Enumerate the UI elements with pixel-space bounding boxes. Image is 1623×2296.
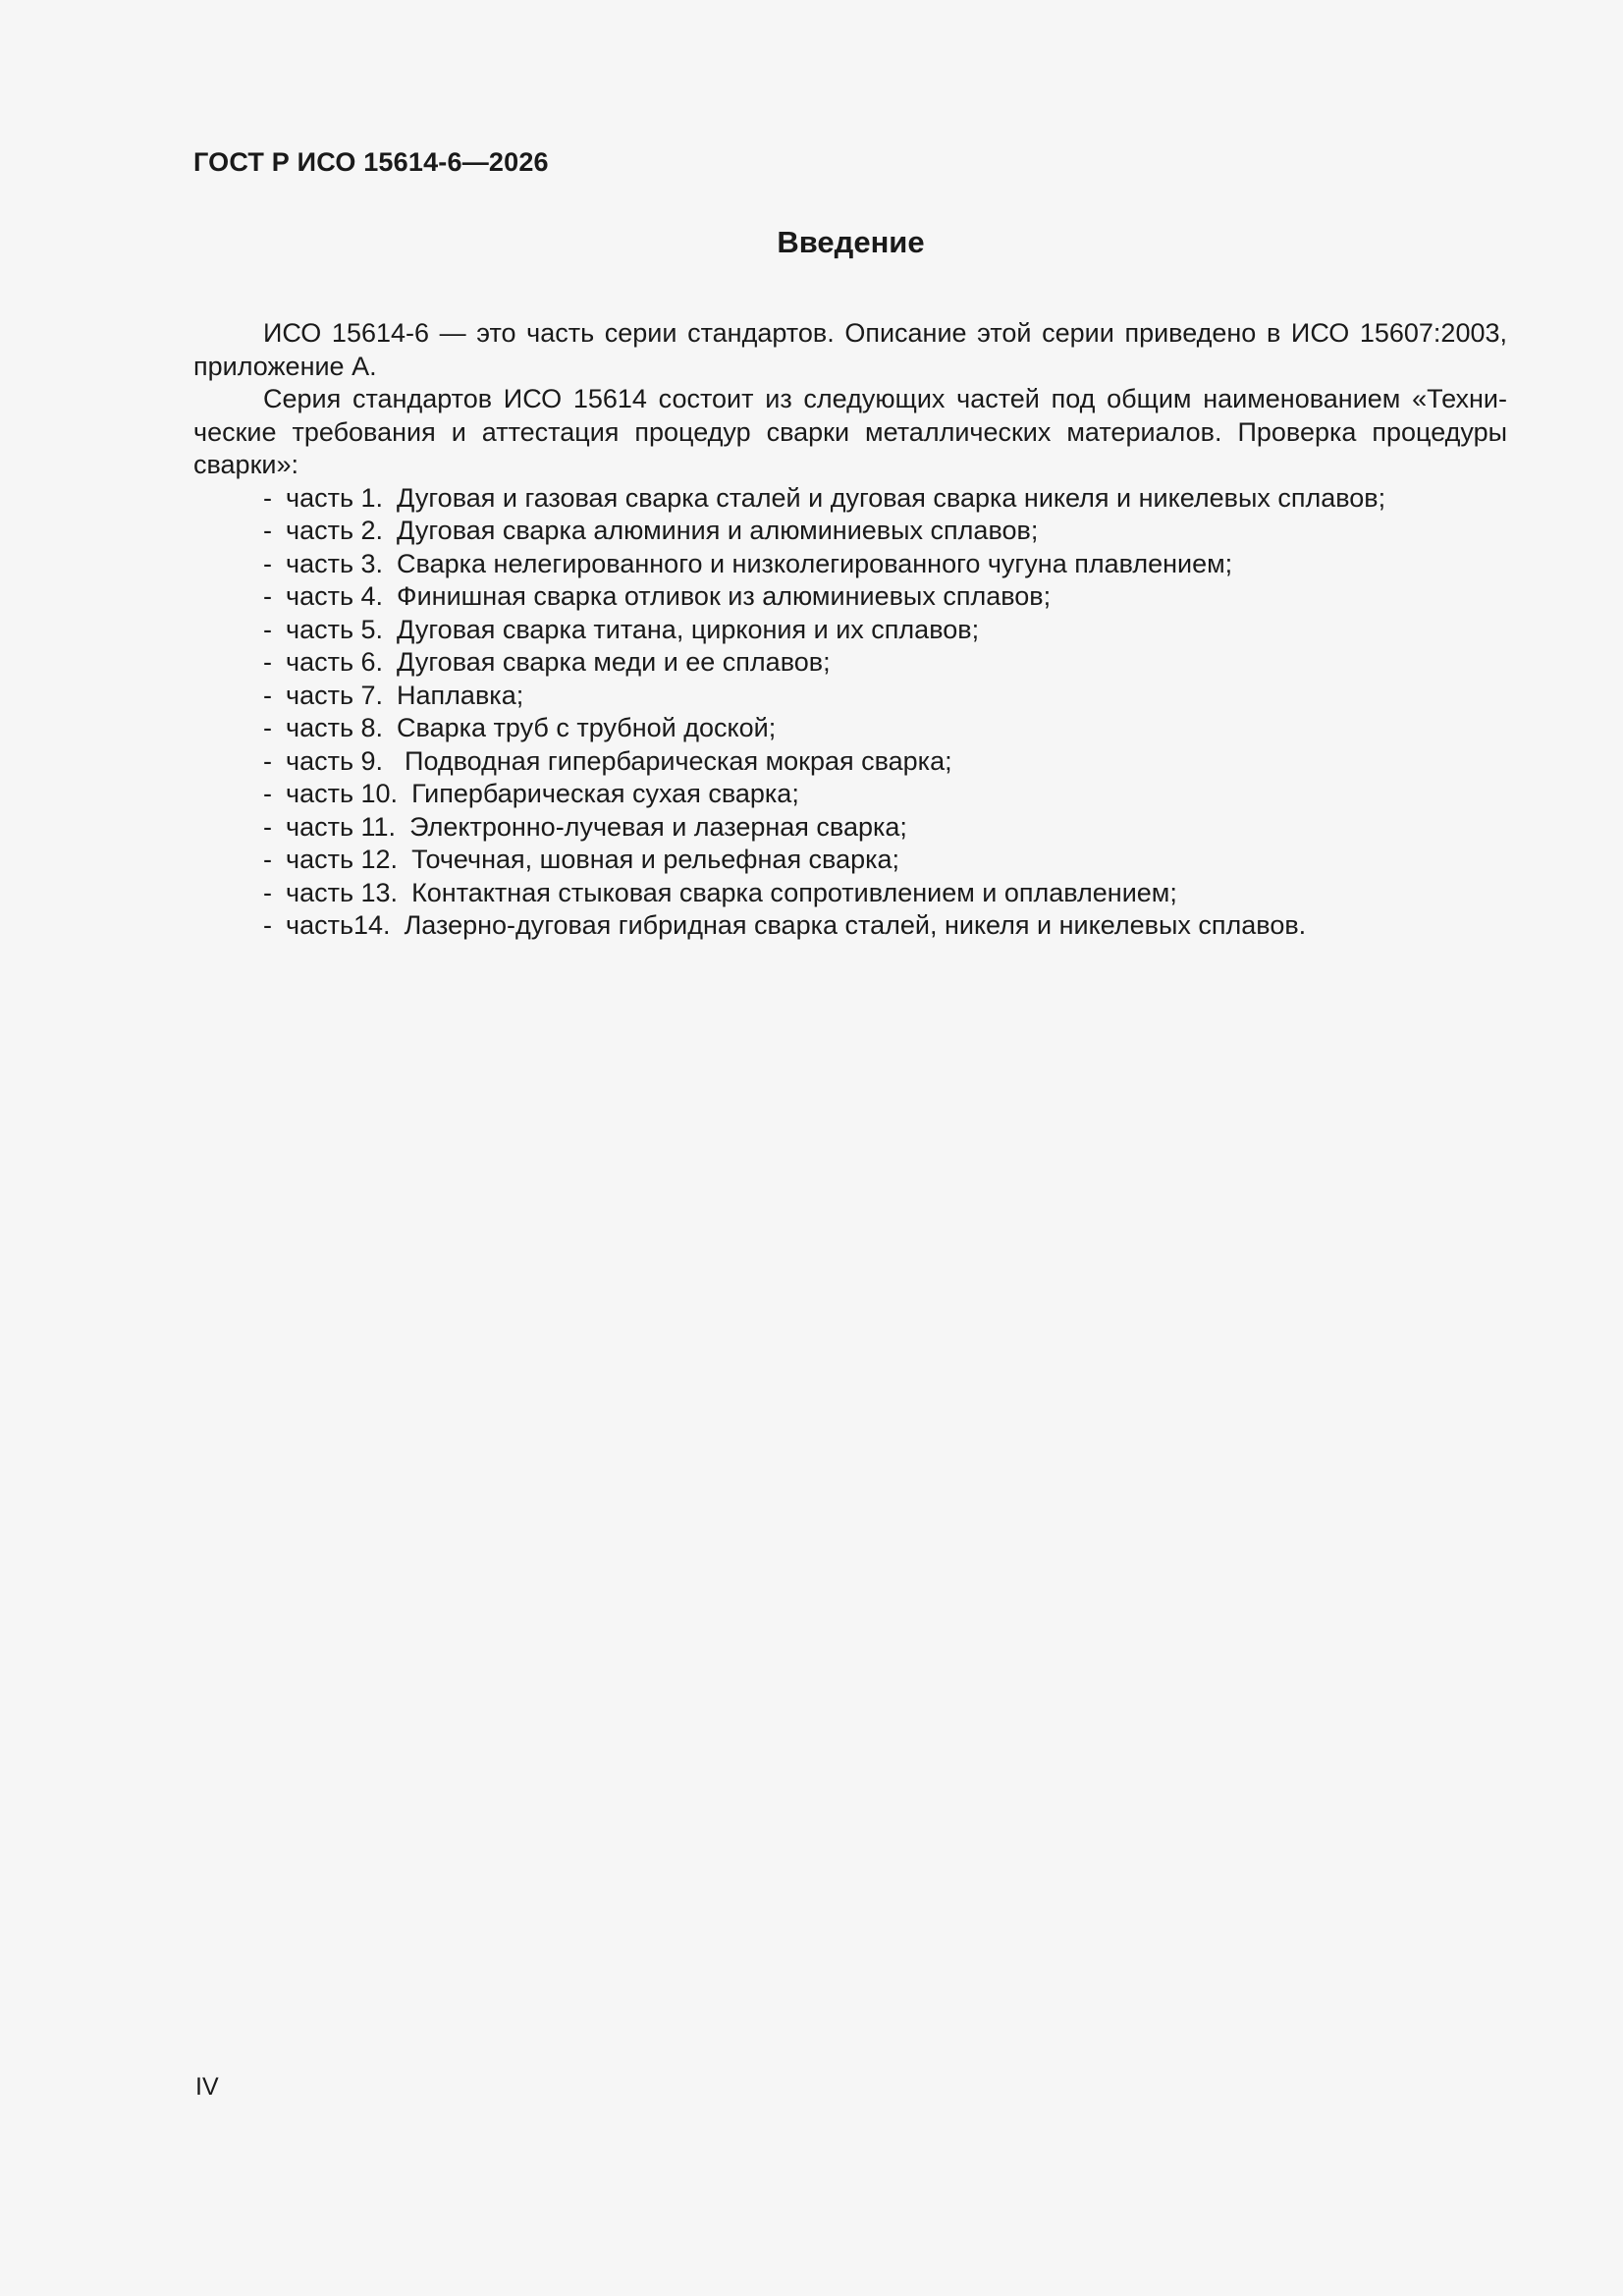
part-title: Электронно-лучевая и лазерная сварка; — [409, 811, 907, 842]
part-title: Подводная гипербарическая мокрая сварка; — [405, 745, 952, 776]
dash-marker: - — [263, 910, 272, 940]
section-title: Введение — [777, 225, 925, 259]
list-item — [193, 548, 1507, 581]
part-title: Сварка труб с трубной доской; — [397, 713, 777, 742]
parts-list — [193, 482, 1507, 943]
part-number: часть 10. — [286, 779, 399, 808]
part-number: часть 9. — [286, 745, 384, 776]
document-code-header: ГОСТ Р ИСО 15614-6—2026 — [193, 147, 549, 177]
list-item — [193, 614, 1507, 647]
dash-marker: - — [263, 779, 272, 808]
dash-marker: - — [263, 614, 272, 644]
list-item — [193, 844, 1507, 877]
list-item — [193, 811, 1507, 845]
dash-marker: - — [263, 516, 272, 545]
part-title: Гипербарическая сухая сварка; — [411, 779, 799, 808]
part-number: часть 13. — [286, 877, 399, 907]
part-number: часть 2. — [286, 516, 384, 545]
part-title: Дуговая и газовая сварка сталей и дуговая сварка никеля и никелевых сплавов; — [397, 482, 1386, 513]
introduction-body — [193, 317, 1507, 943]
dash-marker: - — [263, 680, 272, 710]
list-item — [193, 909, 1507, 943]
dash-marker: - — [263, 548, 272, 578]
list-item — [193, 877, 1507, 910]
part-title: Финишная сварка отливок из алюминиевых сплавов; — [397, 581, 1052, 611]
paragraph: Серия стандартов ИСО 15614 состоит из следующих частей под общим наименованием «Технические требования и аттестация процедур сварки металлических материалов. Проверка процедуры сварки»: — [193, 384, 1507, 479]
part-title: Дуговая сварка алюминия и алюминиевых сплавов; — [397, 516, 1039, 545]
part-number: часть 3. — [286, 548, 384, 578]
part-title: Сварка нелегированного и низколегированного чугуна плавлением; — [397, 548, 1233, 578]
part-number: часть 1. — [286, 482, 384, 513]
part-title: Дуговая сварка титана, циркония и их сплавов; — [397, 614, 980, 644]
list-item — [193, 778, 1507, 811]
dash-marker: - — [263, 482, 272, 513]
list-item — [193, 712, 1507, 745]
dash-marker: - — [263, 713, 272, 742]
part-number: часть 4. — [286, 581, 384, 611]
dash-marker: - — [263, 745, 272, 776]
list-item — [193, 580, 1507, 614]
list-item — [193, 646, 1507, 680]
list-item — [193, 482, 1507, 516]
dash-marker: - — [263, 845, 272, 874]
part-number: часть14. — [286, 910, 391, 940]
part-title: Контактная стыковая сварка сопротивлением и оплавлением; — [411, 877, 1177, 907]
part-title: Точечная, шовная и рельефная сварка; — [411, 845, 900, 874]
part-number: часть 6. — [286, 647, 384, 677]
paragraph: ИСО 15614-6 — это часть серии стандартов. Описание этой серии приведено в ИСО 15607:2003, приложение А. — [193, 318, 1507, 381]
list-item — [193, 680, 1507, 713]
dash-marker: - — [263, 877, 272, 907]
part-number: часть 12. — [286, 845, 399, 874]
part-title: Наплавка; — [397, 680, 524, 710]
part-number: часть 5. — [286, 614, 384, 644]
list-item — [193, 745, 1507, 779]
part-number: часть 8. — [286, 713, 384, 742]
part-title: Лазерно-дуговая гибридная сварка сталей, никеля и никелевых сплавов. — [404, 910, 1307, 940]
dash-marker: - — [263, 647, 272, 677]
part-number: часть 7. — [286, 680, 384, 710]
dash-marker: - — [263, 581, 272, 611]
part-number: часть 11. — [286, 811, 397, 842]
list-item — [193, 515, 1507, 548]
page-number: IV — [195, 2073, 219, 2101]
part-title: Дуговая сварка меди и ее сплавов; — [397, 647, 831, 677]
dash-marker: - — [263, 811, 272, 842]
